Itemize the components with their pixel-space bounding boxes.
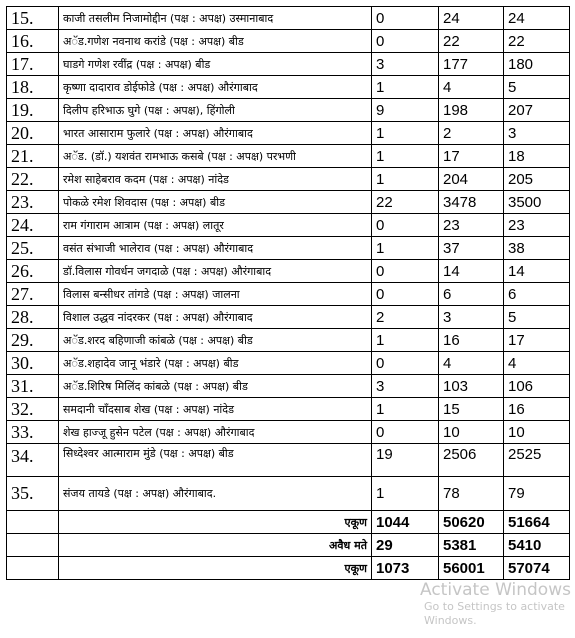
table-row: [7, 191, 570, 214]
postal-votes: 0: [372, 214, 439, 237]
serial-number: 21.: [7, 145, 59, 168]
candidate-name: अॅड.शिरिष मिलिंद कांबळे (पक्ष : अपक्ष) बीड: [59, 375, 372, 398]
total-votes: 2525: [504, 444, 570, 477]
evm-votes: 22: [439, 30, 504, 53]
candidate-name: अॅड. (डॉ.) यशवंत रामभाऊ कसबे (पक्ष : अपक्ष) परभणी: [59, 145, 372, 168]
serial-number: 26.: [7, 260, 59, 283]
serial-number: 15.: [7, 7, 59, 30]
evm-votes: 14: [439, 260, 504, 283]
evm-votes: 198: [439, 99, 504, 122]
total-votes: 3500: [504, 191, 570, 214]
table-row: [7, 214, 570, 237]
candidate-name: कृष्णा दादाराव डोईफोडे (पक्ष : अपक्ष) औरंगाबाद: [59, 76, 372, 99]
candidate-name: विशाल उद्धव नांदरकर (पक्ष : अपक्ष) औरंगाबाद: [59, 306, 372, 329]
total-votes: 3: [504, 122, 570, 145]
candidate-name: सिध्देश्वर आत्माराम मुंडे (पक्ष : अपक्ष) बीड: [59, 444, 372, 477]
serial-number: 18.: [7, 76, 59, 99]
candidate-name: राम गंगाराम आत्राम (पक्ष : अपक्ष) लातूर: [59, 214, 372, 237]
evm-votes: 4: [439, 76, 504, 99]
total-votes: 180: [504, 53, 570, 76]
postal-votes: 19: [372, 444, 439, 477]
invalid-votes-label: अवैध मते: [59, 534, 372, 557]
candidate-name: भारत आसाराम फुलारे (पक्ष : अपक्ष) औरंगाबाद: [59, 122, 372, 145]
postal-votes: 29: [372, 534, 439, 557]
serial-number: 27.: [7, 283, 59, 306]
total-votes: 106: [504, 375, 570, 398]
postal-votes: 0: [372, 421, 439, 444]
evm-votes: 23: [439, 214, 504, 237]
serial-number: 32.: [7, 398, 59, 421]
candidate-name: विलास बन्सीधर तांगडे (पक्ष : अपक्ष) जालना: [59, 283, 372, 306]
postal-votes: 1: [372, 477, 439, 511]
table-row: [7, 283, 570, 306]
total-label: एकूण: [59, 511, 372, 534]
total-votes: 17: [504, 329, 570, 352]
postal-votes: 0: [372, 352, 439, 375]
postal-votes: 0: [372, 260, 439, 283]
table-row: [7, 352, 570, 375]
postal-votes: 9: [372, 99, 439, 122]
evm-votes: 4: [439, 352, 504, 375]
evm-votes: 24: [439, 7, 504, 30]
serial-number: 25.: [7, 237, 59, 260]
candidate-name: अॅड.शहादेव जानू भंडारे (पक्ष : अपक्ष) बीड: [59, 352, 372, 375]
serial-number: 30.: [7, 352, 59, 375]
blank-cell: [7, 534, 59, 557]
table-row: [7, 237, 570, 260]
evm-votes: 2: [439, 122, 504, 145]
serial-number: 31.: [7, 375, 59, 398]
candidate-name: वसंत संभाजी भालेराव (पक्ष : अपक्ष) औरंगाबाद: [59, 237, 372, 260]
evm-votes: 6: [439, 283, 504, 306]
candidate-name: पोकळे रमेश शिवदास (पक्ष : अपक्ष) बीड: [59, 191, 372, 214]
table-row: [7, 398, 570, 421]
watermark-subtitle: Go to Settings to activate Windows.: [424, 600, 565, 627]
evm-votes: 10: [439, 421, 504, 444]
total-votes: 14: [504, 260, 570, 283]
total-votes: 23: [504, 214, 570, 237]
grand-total-row: [7, 557, 570, 580]
serial-number: 19.: [7, 99, 59, 122]
postal-votes: 1: [372, 398, 439, 421]
table-row: [7, 477, 570, 511]
table-row: [7, 53, 570, 76]
total-votes: 5: [504, 76, 570, 99]
evm-votes: 204: [439, 168, 504, 191]
total-votes: 18: [504, 145, 570, 168]
evm-votes: 3: [439, 306, 504, 329]
table-row: [7, 260, 570, 283]
total-votes: 38: [504, 237, 570, 260]
evm-votes: 3478: [439, 191, 504, 214]
table-row: [7, 76, 570, 99]
table-row: [7, 375, 570, 398]
blank-cell: [7, 511, 59, 534]
candidate-name: डॉ.विलास गोवर्धन जगदाळे (पक्ष : अपक्ष) औरंगाबाद: [59, 260, 372, 283]
evm-votes: 56001: [439, 557, 504, 580]
candidate-name: अॅड.शरद बहिणाजी कांबळे (पक्ष : अपक्ष) बीड: [59, 329, 372, 352]
blank-cell: [7, 557, 59, 580]
table-row: [7, 306, 570, 329]
grand-total-label: एकूण: [59, 557, 372, 580]
evm-votes: 15: [439, 398, 504, 421]
table-row: [7, 329, 570, 352]
serial-number: 20.: [7, 122, 59, 145]
total-votes: 24: [504, 7, 570, 30]
total-votes: 16: [504, 398, 570, 421]
postal-votes: 1: [372, 122, 439, 145]
total-votes: 207: [504, 99, 570, 122]
evm-votes: 50620: [439, 511, 504, 534]
serial-number: 22.: [7, 168, 59, 191]
table-row: [7, 99, 570, 122]
serial-number: 24.: [7, 214, 59, 237]
results-table: [6, 6, 570, 580]
postal-votes: 1073: [372, 557, 439, 580]
evm-votes: 103: [439, 375, 504, 398]
serial-number: 33.: [7, 421, 59, 444]
total-votes: 10: [504, 421, 570, 444]
postal-votes: 0: [372, 30, 439, 53]
evm-votes: 17: [439, 145, 504, 168]
serial-number: 17.: [7, 53, 59, 76]
postal-votes: 1: [372, 76, 439, 99]
table-row: [7, 145, 570, 168]
postal-votes: 2: [372, 306, 439, 329]
evm-votes: 37: [439, 237, 504, 260]
total-votes: 5410: [504, 534, 570, 557]
table-row: [7, 7, 570, 30]
activation-watermark: [420, 580, 575, 627]
evm-votes: 78: [439, 477, 504, 511]
serial-number: 29.: [7, 329, 59, 352]
candidate-name: काजी तसलीम निजामोद्दीन (पक्ष : अपक्ष) उस्मानाबाद: [59, 7, 372, 30]
serial-number: 34.: [7, 444, 59, 477]
postal-votes: 1: [372, 145, 439, 168]
evm-votes: 16: [439, 329, 504, 352]
total-votes: 79: [504, 477, 570, 511]
candidate-name: दिलीप हरिभाऊ घुगे (पक्ष : अपक्ष), हिंगोली: [59, 99, 372, 122]
table-row: [7, 168, 570, 191]
serial-number: 28.: [7, 306, 59, 329]
postal-votes: 1: [372, 168, 439, 191]
postal-votes: 0: [372, 7, 439, 30]
invalid-votes-row: [7, 534, 570, 557]
serial-number: 35.: [7, 477, 59, 511]
table-row: [7, 30, 570, 53]
candidate-name: समदानी चाँदसाब शेख (पक्ष : अपक्ष) नांदेड: [59, 398, 372, 421]
watermark-title: Activate Windows: [420, 580, 571, 600]
candidate-name: संजय तायडे (पक्ष : अपक्ष) औरंगाबाद.: [59, 477, 372, 511]
total-row: [7, 511, 570, 534]
postal-votes: 22: [372, 191, 439, 214]
total-votes: 6: [504, 283, 570, 306]
total-votes: 4: [504, 352, 570, 375]
postal-votes: 1: [372, 237, 439, 260]
evm-votes: 177: [439, 53, 504, 76]
results-table-body: [7, 7, 570, 580]
total-votes: 51664: [504, 511, 570, 534]
postal-votes: 1044: [372, 511, 439, 534]
table-row: [7, 444, 570, 477]
candidate-name: शेख हाज्जू हुसेन पटेल (पक्ष : अपक्ष) औरंगाबाद: [59, 421, 372, 444]
postal-votes: 1: [372, 329, 439, 352]
serial-number: 23.: [7, 191, 59, 214]
total-votes: 22: [504, 30, 570, 53]
table-row: [7, 122, 570, 145]
postal-votes: 3: [372, 375, 439, 398]
candidate-name: अॅड.गणेश नवनाथ करांडे (पक्ष : अपक्ष) बीड: [59, 30, 372, 53]
total-votes: 57074: [504, 557, 570, 580]
postal-votes: 0: [372, 283, 439, 306]
total-votes: 205: [504, 168, 570, 191]
evm-votes: 5381: [439, 534, 504, 557]
candidate-name: रमेश साहेबराव कदम (पक्ष : अपक्ष) नांदेड: [59, 168, 372, 191]
postal-votes: 3: [372, 53, 439, 76]
table-row: [7, 421, 570, 444]
serial-number: 16.: [7, 30, 59, 53]
candidate-name: घाडगे गणेश रवींद्र (पक्ष : अपक्ष) बीड: [59, 53, 372, 76]
total-votes: 5: [504, 306, 570, 329]
evm-votes: 2506: [439, 444, 504, 477]
